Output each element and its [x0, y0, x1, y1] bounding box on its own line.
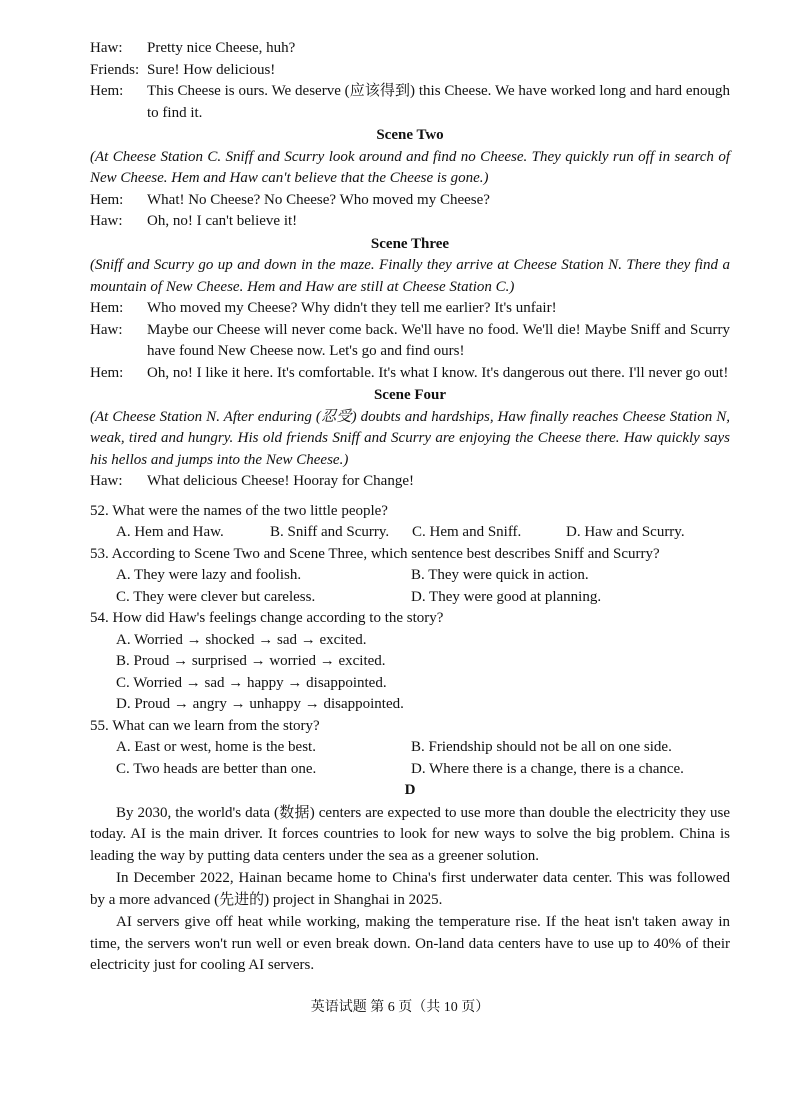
- speaker: Hem:: [90, 364, 124, 381]
- dialogue-line: [90, 298, 730, 320]
- speaker: Haw:: [90, 321, 123, 338]
- option-a: A. They were lazy and foolish.: [116, 567, 302, 583]
- line-text: Oh, no! I like it here. It's comfortable. It's what I know. It's dangerous out there. I'll never go out!: [147, 364, 729, 381]
- line-text: Sure! How delicious!: [147, 61, 276, 78]
- option-d: D. Proud → angry → unhappy → disappointed.: [116, 696, 404, 712]
- questions: [90, 501, 730, 781]
- line-text: Pretty nice Cheese, huh?: [147, 40, 296, 56]
- dialogue-line: [90, 320, 730, 363]
- question-stem: 54. How did Haw's feelings change according to the story?: [90, 610, 444, 626]
- speaker: Haw:: [90, 473, 123, 489]
- dialogue-line: [90, 81, 730, 124]
- scene-three: [90, 234, 730, 385]
- dialogue-line: [90, 211, 730, 233]
- line-text: What! No Cheese? No Cheese? Who moved my Cheese?: [147, 191, 490, 208]
- speaker: Hem:: [90, 300, 124, 316]
- dialogue-line: [90, 471, 730, 493]
- option-b: B. Proud → surprised → worried → excited.: [116, 653, 386, 669]
- option-c: C. Two heads are better than one.: [116, 760, 317, 777]
- question-stem: 53. According to Scene Two and Scene Three, which sentence best describes Sniff and Scurry?: [90, 545, 660, 562]
- line-text: What delicious Cheese! Hooray for Change!: [147, 473, 414, 489]
- question-stem: 52. What were the names of the two little people?: [90, 502, 388, 519]
- section-heading: D: [404, 782, 416, 798]
- question-55: [90, 716, 730, 781]
- line-text: Who moved my Cheese? Why didn't they tell me earlier? It's unfair!: [147, 300, 557, 316]
- question-stem: 55. What can we learn from the story?: [90, 717, 320, 734]
- option-d: D. Where there is a change, there is a chance.: [411, 760, 684, 777]
- dialogue-line: [90, 363, 730, 385]
- option-a: A. Hem and Haw.: [116, 524, 224, 540]
- scene-four: [90, 385, 730, 493]
- line-text: Oh, no! I can't believe it!: [147, 213, 298, 229]
- dialogue-line: [90, 190, 730, 212]
- option-c: C. They were clever but careless.: [116, 588, 316, 605]
- speaker: Haw:: [90, 40, 123, 56]
- option-b: B. Sniff and Scurry.: [270, 524, 390, 540]
- speaker: Friends:: [90, 61, 140, 78]
- option-c: C. Worried → sad → happy → disappointed.: [116, 674, 387, 691]
- dialogue-line: [90, 38, 730, 60]
- exam-page: [90, 38, 730, 978]
- options-row: [90, 587, 730, 609]
- option-a: A. Worried → shocked → sad → excited.: [116, 631, 367, 648]
- dialogue-top: [90, 38, 730, 124]
- option-b: B. They were quick in action.: [411, 567, 589, 583]
- stage-direction: (Sniff and Scurry go up and down in the maze. Finally they arrive at Cheese Station N. There they find a mountain of New Cheese. Hem and Haw are still at Cheese Station C.): [90, 257, 730, 295]
- paragraph: By 2030, the world's data (数据) centers are expected to use more than double the electricity they use today. AI is the main driver. It forces countries to look for new ways to solve the big problem. China is leading the way by putting data centers under the sea as a greener solution.: [90, 804, 730, 864]
- option-d: D. Haw and Scurry.: [566, 524, 685, 540]
- question-52: [90, 501, 730, 544]
- speaker: Hem:: [90, 83, 124, 99]
- option-c: C. Hem and Sniff.: [412, 524, 522, 540]
- line-text: This Cheese is ours. We deserve (应该得到) this Cheese. We have worked long and hard enough to find it.: [147, 83, 730, 121]
- option-b: B. Friendship should not be all on one side.: [411, 739, 672, 755]
- scene-two: [90, 125, 730, 233]
- scene-title: Scene Two: [376, 127, 444, 143]
- dialogue-line: [90, 60, 730, 82]
- paragraph: In December 2022, Hainan became home to China's first underwater data center. This was followed by a more advanced (先进的) project in Shanghai in 2025.: [90, 870, 730, 908]
- scene-title: Scene Three: [370, 235, 450, 252]
- speaker: Hem:: [90, 191, 124, 208]
- options-row: [90, 759, 730, 781]
- question-54: [90, 608, 730, 716]
- options-row: [90, 522, 730, 544]
- speaker: Haw:: [90, 213, 123, 229]
- options-row: [90, 565, 730, 587]
- stage-direction: (At Cheese Station C. Sniff and Scurry look around and find no Cheese. They quickly run off in search of New Cheese. Hem and Haw can't believe that the Cheese is gone.): [90, 148, 730, 186]
- scene-title: Scene Four: [373, 387, 447, 403]
- option-d: D. They were good at planning.: [411, 588, 602, 605]
- section-d: [90, 780, 730, 977]
- options-row: [90, 737, 730, 759]
- line-text: Maybe our Cheese will never come back. We'll have no food. We'll die! Maybe Sniff and Scurry have found New Cheese now. Let's go and find ours!: [147, 321, 730, 359]
- option-a: A. East or west, home is the best.: [116, 739, 316, 755]
- paragraph: AI servers give off heat while working, making the temperature rise. If the heat isn't taken away in time, the servers won't run well or even break down. On-land data centers have to use up to 40% of their electricity just for cooling AI servers.: [90, 914, 730, 973]
- stage-direction: (At Cheese Station N. After enduring (忍受) doubts and hardships, Haw finally reaches Cheese Station N, weak, tired and hungry. His old friends Sniff and Scurry are enjoying the Cheese there. Haw quickly says his hellos and jumps into the New Cheese.): [90, 408, 730, 468]
- question-53: [90, 544, 730, 609]
- page-footer: 英语试题 第 6 页（共 10 页）: [310, 1000, 490, 1015]
